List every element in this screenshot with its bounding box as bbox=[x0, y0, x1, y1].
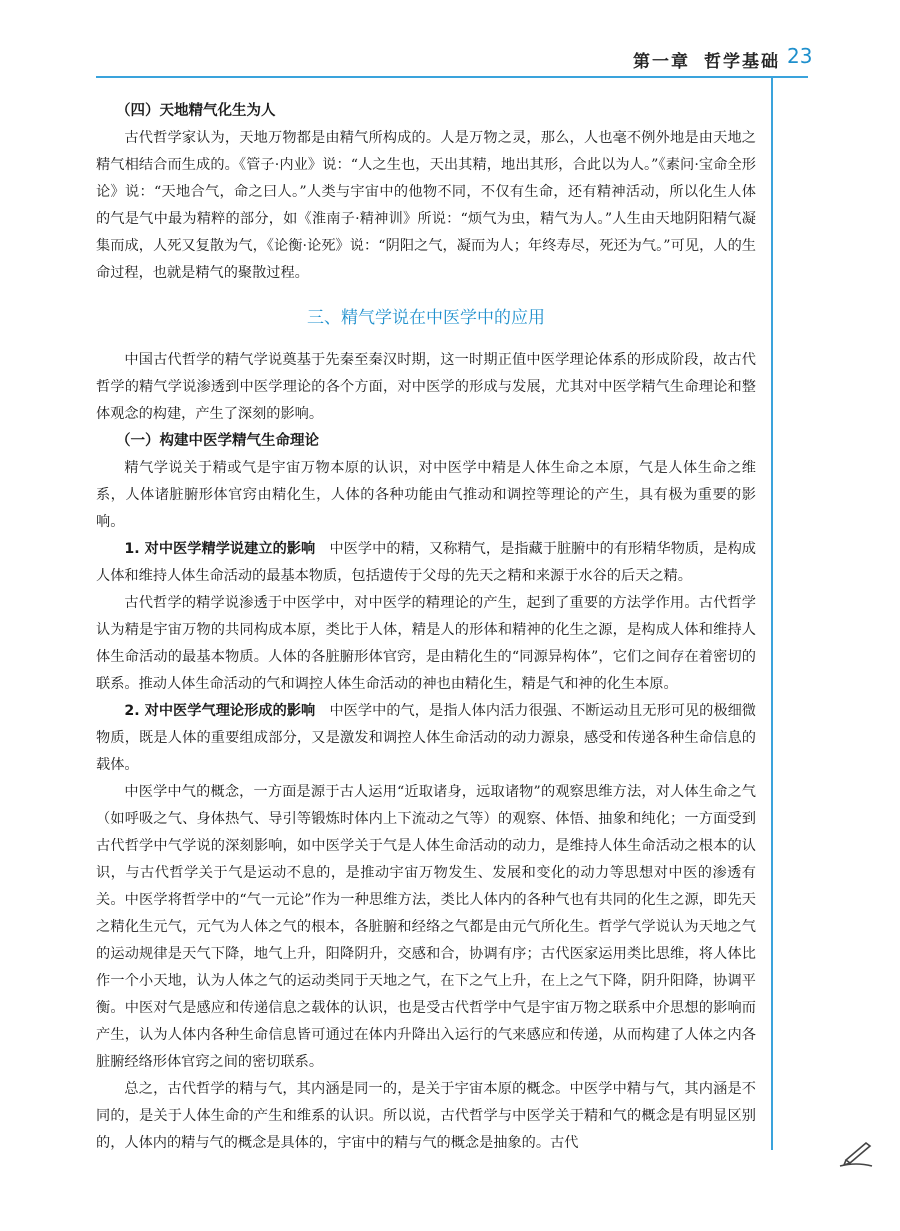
paragraph: 中国古代哲学的精气学说奠基于先秦至秦汉时期，这一时期正值中医学理论体系的形成阶段，故古代哲学的精气学说渗透到中医学理论的各个方面，对中医学的形成与发展，尤其对中医学精气生命理论和整体观念的构建，产生了深刻的影响。 bbox=[96, 352, 756, 422]
paragraph: 总之，古代哲学的精与气，其内涵是同一的，是关于宇宙本原的概念。中医学中精与气，其内涵是不同的，是关于人体生命的产生和维系的认识。所以说，古代哲学与中医学关于精和气的概念是有明显区别的，人体内的精与气的概念是具体的，宇宙中的精与气的概念是抽象的。古代 bbox=[96, 1081, 756, 1151]
item-lead-2: 2. 对中医学气理论形成的影响 bbox=[124, 703, 316, 719]
section-heading: 三、精气学说在中医学中的应用 bbox=[307, 308, 545, 328]
item-lead-1: 1. 对中医学精学说建立的影响 bbox=[124, 541, 316, 557]
chapter-label: 第一章 bbox=[633, 52, 690, 72]
paragraph: 精气学说关于精或气是宇宙万物本原的认识，对中医学中精是人体生命之本原，气是人体生命之维系，人体诸脏腑形体官窍由精化生，人体的各种功能由气推动和调控等理论的产生，具有极为重要的影响。 bbox=[96, 460, 756, 530]
page-header bbox=[0, 0, 900, 80]
margin-rule bbox=[771, 78, 773, 1150]
item-text-2: 中医学中的气，是指人体内活力很强、不断运动且无形可见的极细微物质，既是人体的重要组成部分，又是激发和调控人体生命活动的动力源泉，感受和传递各种生命信息的载体。 bbox=[96, 703, 756, 773]
subsection-heading-4: （四）天地精气化生为人 bbox=[116, 103, 276, 119]
item-text-1: 中医学中的精，又称精气，是指藏于脏腑中的有形精华物质，是构成人体和维持人体生命活动的最基本物质，包括遗传于父母的先天之精和来源于水谷的后天之精。 bbox=[96, 541, 756, 584]
running-title bbox=[633, 47, 780, 72]
numbered-paragraph-2 bbox=[96, 698, 756, 779]
subsection-heading-1: （一）构建中医学精气生命理论 bbox=[116, 433, 319, 449]
paragraph: 中医学中气的概念，一方面是源于古人运用“近取诸身，远取诸物”的观察思维方法，对人体生命之气（如呼吸之气、身体热气、导引等锻炼时体内上下流动之气等）的观察、体悟、抽象和纯化；一方面受到古代哲学中气学说的深刻影响，如中医学关于气是人体生命活动的动力，是维持人体生命活动之根本的认识，与古代哲学关于气是运动不息的，是推动宇宙万物发生、发展和变化的动力等思想对中医的渗透有关。中医学将哲学中的“气一元论”作为一种思维方法，类比人体内的各种气也有共同的化生之源，即先天之精化生元气，元气为人体之气的根本，各脏腑和经络之气都是由元气所化生。哲学气学说认为天地之气的运动规律是天气下降，地气上升，阳降阴升，交感和合，协调有序；古代医家运用类比思维，将人体比作一个小天地，认为人体之气的运动类同于天地之气，在下之气上升，在上之气下降，阴升阳降，协调平衡。中医对气是感应和传递信息之载体的认识，也是受古代哲学中气是宇宙万物之联系中介思想的影响而产生，认为人体内各种生命信息皆可通过在体内升降出入运行的气来感应和传递，从而构建了人体之内各脏腑经络形体官窍之间的密切联系。 bbox=[96, 784, 756, 1070]
page-number: 23 bbox=[787, 44, 813, 68]
paragraph: 古代哲学家认为，天地万物都是由精气所构成的。人是万物之灵，那么，人也毫不例外地是由天地之精气相结合而生成的。《管子·内业》说：“人之生也，天出其精，地出其形，合此以为人。”《素问·宝命全形论》说：“天地合气，命之曰人。”人类与宇宙中的他物不同，不仅有生命，还有精神活动，所以化生人体的气是气中最为精粹的部分，如《淮南子·精神训》所说：“烦气为虫，精气为人。”人生由天地阴阳精气凝集而成，人死又复散为气，《论衡·论死》说：“阴阳之气，凝而为人；年终寿尽，死还为气。”可见，人的生命过程，也就是精气的聚散过程。 bbox=[96, 130, 756, 281]
page-body bbox=[96, 98, 756, 1157]
pen-note-icon bbox=[838, 1140, 874, 1168]
chapter-title: 哲学基础 bbox=[704, 52, 780, 72]
header-rule bbox=[96, 76, 808, 78]
numbered-paragraph-1 bbox=[96, 536, 756, 590]
paragraph: 古代哲学的精学说渗透于中医学中，对中医学的精理论的产生，起到了重要的方法学作用。古代哲学认为精是宇宙万物的共同构成本原，类比于人体，精是人的形体和精神的化生之源，是构成人体和维持人体生命活动的最基本物质。人体的各脏腑形体官窍，是由精化生的“同源异构体”，它们之间存在着密切的联系。推动人体生命活动的气和调控人体生命活动的神也由精化生，精是气和神的化生本原。 bbox=[96, 595, 756, 692]
